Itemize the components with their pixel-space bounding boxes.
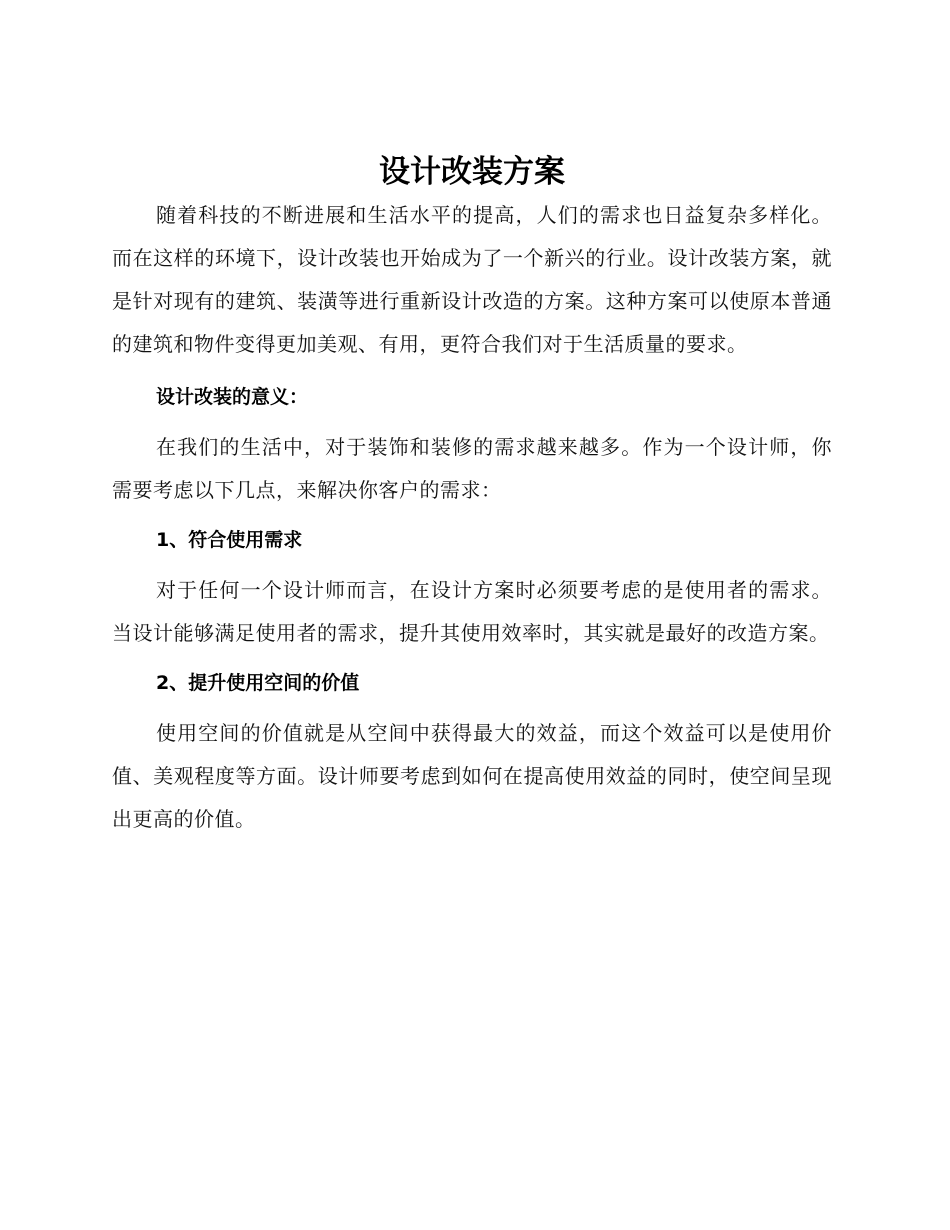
document-page [112,150,832,841]
spacer [112,419,832,426]
spacer [112,366,832,376]
section-paragraph-meaning: 在我们的生活中，对于装饰和装修的需求越来越多。作为一个设计师，你需要考虑以下几点，来解决你客户的需求： [112,435,832,502]
point-heading-1: 1、符合使用需求 [156,529,303,551]
section-heading-meaning: 设计改装的意义： [156,386,309,408]
point-paragraph-1: 对于任何一个设计师而言，在设计方案时必须要考虑的是使用者的需求。当设计能够满足使用者的需求，提升其使用效率时，其实就是最好的改造方案。 [112,578,832,645]
point-paragraph-2: 使用空间的价值就是从空间中获得最大的效益，而这个效益可以是使用价值、美观程度等方面。设计师要考虑到如何在提高使用效益的同时，使空间呈现出更高的价值。 [112,721,832,831]
intro-paragraph: 随着科技的不断进展和生活水平的提高，人们的需求也日益复杂多样化。而在这样的环境下，设计改装也开始成为了一个新兴的行业。设计改装方案，就是针对现有的建筑、装潢等进行重新设计改造的方案。这种方案可以使原本普通的建筑和物件变得更加美观、有用，更符合我们对于生活质量的要求。 [112,203,832,356]
spacer [112,655,832,662]
spacer [112,562,832,569]
document-title: 设计改装方案 [379,154,565,190]
spacer [112,705,832,712]
spacer [112,512,832,519]
point-heading-2: 2、提升使用空间的价值 [156,672,360,694]
